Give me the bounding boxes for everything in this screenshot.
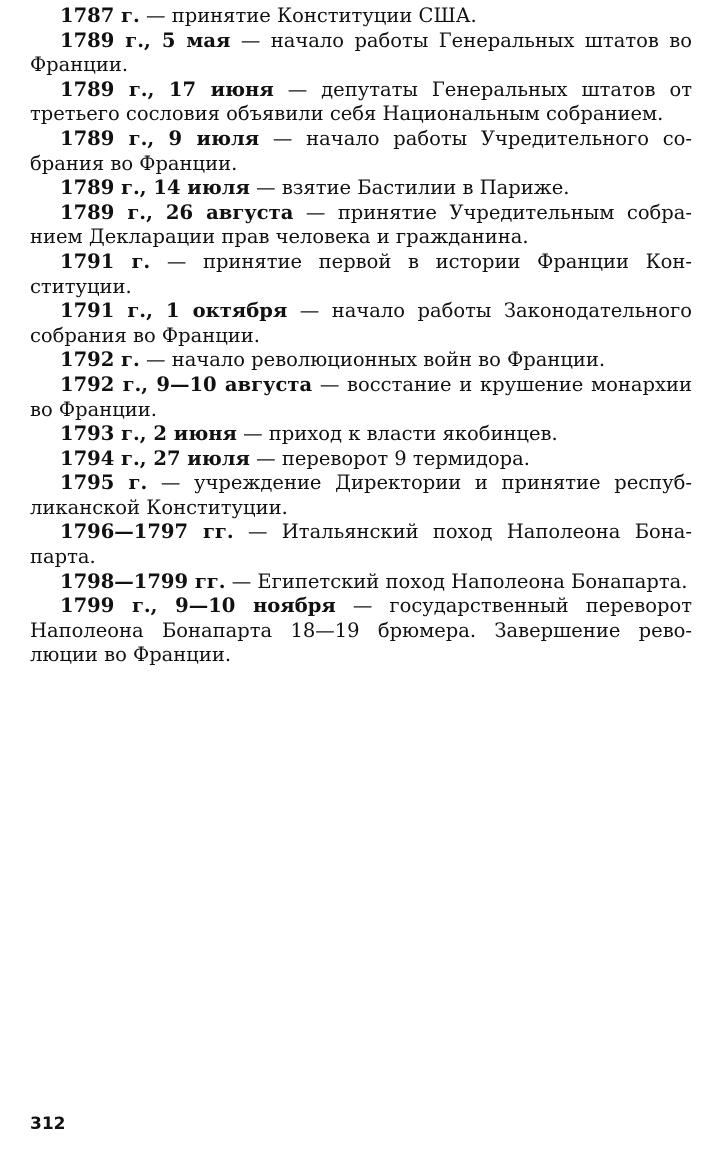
chronology-entry bbox=[30, 570, 692, 595]
entry-date: 1789 г., 17 июня bbox=[60, 77, 274, 101]
chronology-entry bbox=[30, 594, 692, 668]
entry-text: — депутаты Генеральных штатов от третьего сословия объявили себя Национальным собранием. bbox=[30, 77, 692, 126]
entry-text: — начало революционных войн во Франции. bbox=[139, 348, 606, 372]
entry-date: 1796—1797 гг. bbox=[60, 520, 234, 544]
entry-date: 1789 г., 26 августа bbox=[60, 200, 294, 224]
entry-text: — взятие Бастилии в Париже. bbox=[249, 176, 570, 200]
entry-text: — восстание и крушение монархии во Франции. bbox=[30, 372, 692, 421]
chronology-entry bbox=[30, 201, 692, 250]
entry-text: — переворот 9 термидора. bbox=[249, 446, 530, 470]
chronology-entry bbox=[30, 348, 692, 373]
chronology-entry bbox=[30, 78, 692, 127]
entry-date: 1791 г. bbox=[60, 249, 151, 273]
chronology-entry bbox=[30, 127, 692, 176]
entry-text: — принятие Конституции США. bbox=[139, 4, 477, 27]
entry-text: — начало работы Генеральных штатов во Франции. bbox=[30, 28, 692, 77]
chronology-entry bbox=[30, 422, 692, 447]
entry-date: 1787 г. bbox=[60, 4, 140, 27]
entry-text: — принятие Учредительным собранием Декларации прав человека и гражданина. bbox=[30, 200, 692, 249]
entry-text: — приход к власти якобинцев. bbox=[236, 422, 558, 446]
entry-date: 1798—1799 гг. bbox=[60, 569, 226, 593]
entry-date: 1794 г., 27 июля bbox=[60, 446, 250, 470]
page-number: 312 bbox=[30, 1114, 66, 1134]
chronology-entry bbox=[30, 299, 692, 348]
chronology-entry bbox=[30, 250, 692, 299]
entry-text: — учреждение Директории и принятие республиканской Конституции. bbox=[30, 471, 692, 519]
entry-date: 1799 г., 9—10 ноября bbox=[60, 594, 336, 618]
entry-date: 1795 г. bbox=[60, 471, 148, 495]
entry-text: — начало работы Законодательного собрания во Франции. bbox=[30, 299, 692, 347]
entry-date: 1791 г., 1 октября bbox=[60, 299, 288, 323]
chronology-entry bbox=[30, 176, 692, 201]
chronology-entry bbox=[30, 4, 692, 29]
entry-text: — государственный переворот Наполеона Бонапарта 18—19 брюмера. Завершение революции во Франции. bbox=[30, 594, 693, 667]
entry-text: — Итальянский поход Наполеона Бонапарта. bbox=[30, 520, 692, 569]
chronology-entry bbox=[30, 520, 692, 569]
chronology-list bbox=[30, 4, 692, 668]
entry-text: — принятие первой в истории Франции Конституции. bbox=[30, 249, 692, 298]
chronology-entry bbox=[30, 29, 692, 78]
chronology-entry bbox=[30, 447, 692, 472]
entry-text: — Египетский поход Наполеона Бонапарта. bbox=[225, 569, 688, 593]
entry-date: 1789 г., 9 июля bbox=[60, 126, 260, 150]
entry-date: 1789 г., 14 июля bbox=[60, 176, 250, 200]
entry-date: 1792 г., 9—10 августа bbox=[60, 372, 313, 396]
entry-text: — начало работы Учредительного собрания во Франции. bbox=[30, 126, 692, 175]
entry-date: 1792 г. bbox=[60, 348, 140, 372]
chronology-entry bbox=[30, 471, 692, 520]
entry-date: 1793 г., 2 июня bbox=[60, 422, 237, 446]
chronology-entry bbox=[30, 373, 692, 422]
entry-date: 1789 г., 5 мая bbox=[60, 28, 231, 52]
